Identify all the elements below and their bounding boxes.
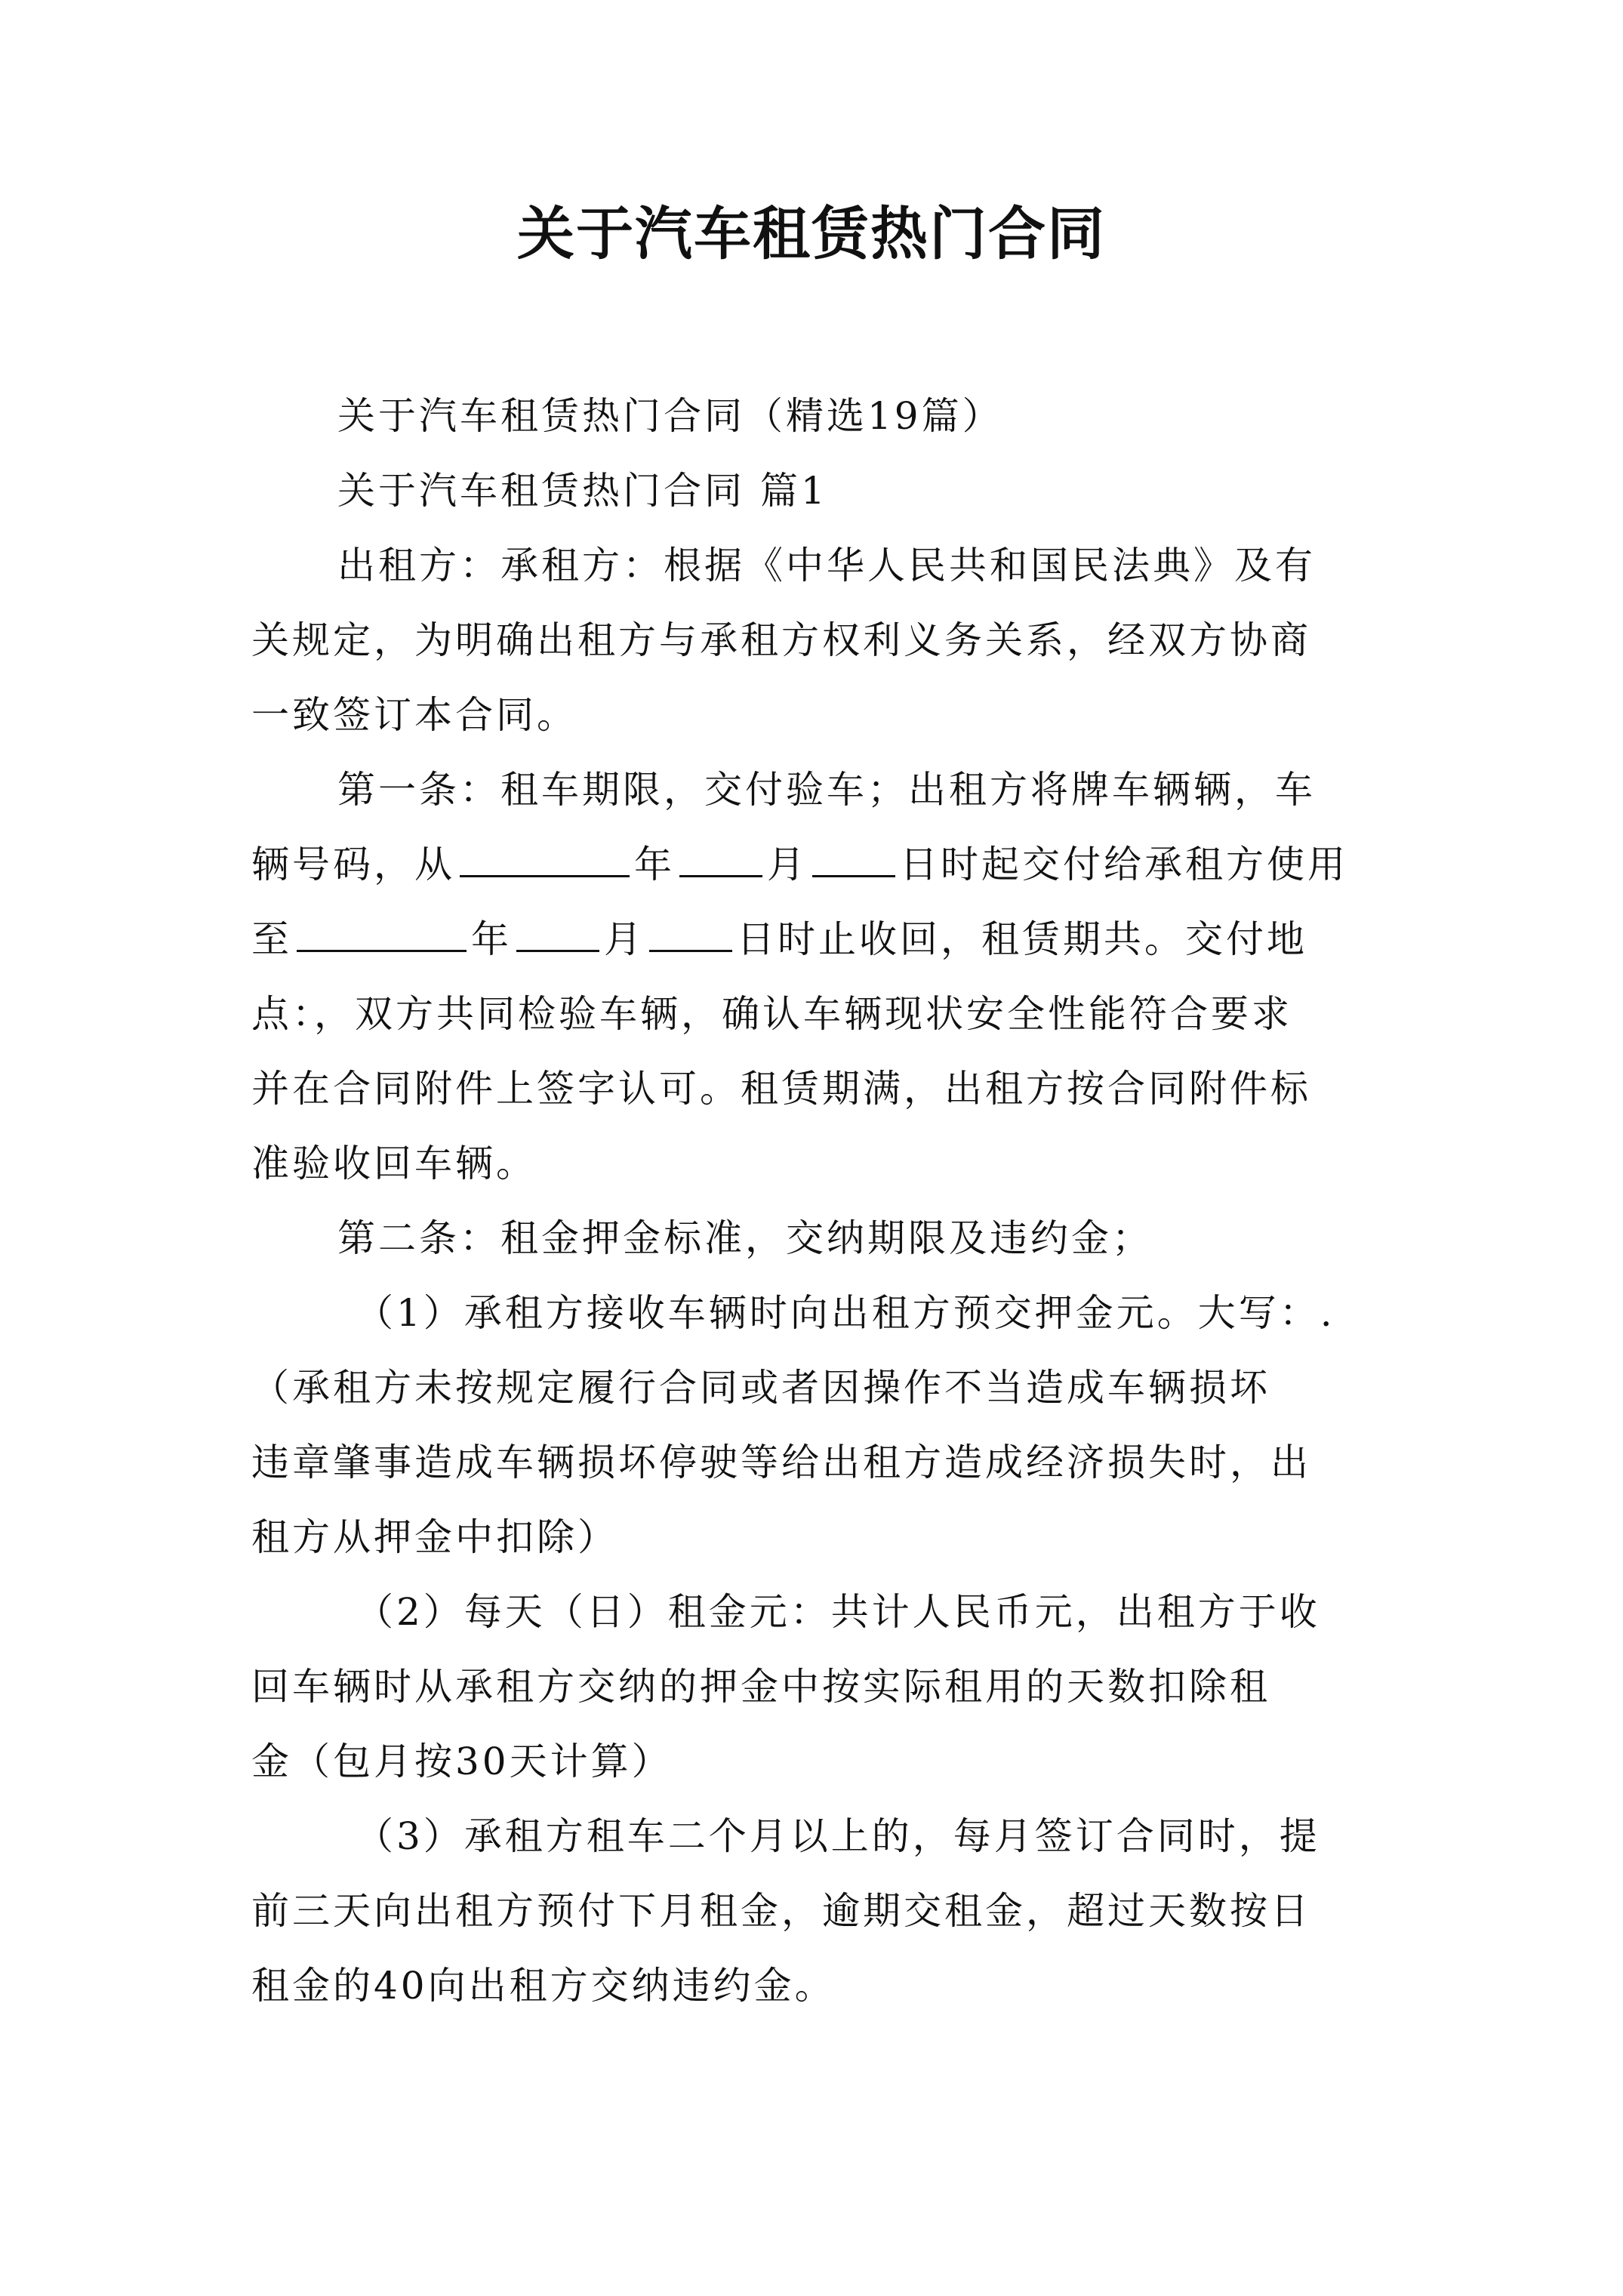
article-2-section	[251, 1201, 1391, 2023]
article2-heading: 第二条：租金押金标准，交纳期限及违约金；	[337, 1216, 1153, 1260]
article1-line-2-d: 日时起交付给承租方使用	[900, 843, 1348, 886]
year-blank-start	[460, 831, 630, 877]
item1-line-1: （1）承租方接收车辆时向出租方预交押金元。大写：.	[356, 1291, 1335, 1335]
article1-line-2-c: 月	[767, 843, 808, 886]
month-blank-end	[516, 906, 599, 952]
item2-line-1: （2）每天（日）租金元：共计人民币元，出租方于收	[356, 1590, 1320, 1634]
article1-line-2-a: 辆号码，从	[251, 843, 455, 886]
intro-line-3: 一致签订本合同。	[251, 693, 577, 737]
article1-line-2	[251, 827, 1391, 902]
intro-line-2: 关规定，为明确出租方与承租方权利义务关系，经双方协商	[251, 618, 1311, 662]
document-body	[251, 379, 1391, 2023]
article1-line-3-c: 月	[604, 917, 645, 961]
article1-line-2-b: 年	[634, 843, 675, 886]
article1-line-6: 准验收回车辆。	[251, 1142, 537, 1185]
article1-line-3	[251, 902, 1391, 977]
article1-line-3-d: 日时止收回，租赁期共。交付地	[737, 917, 1307, 961]
day-blank-end	[649, 906, 732, 952]
item1-line-2: （承租方未按规定履行合同或者因操作不当造成车辆损坏	[251, 1366, 1270, 1410]
section-heading: 关于汽车租赁热门合同 篇1	[337, 469, 828, 513]
article1-line-3-a: 至	[251, 917, 292, 961]
article1-line-4: 点：，双方共同检验车辆，确认车辆现状安全性能符合要求	[251, 992, 1292, 1036]
item2-line-2: 回车辆时从承租方交纳的押金中按实际租用的天数扣除租	[251, 1665, 1270, 1709]
intro-line-1: 出租方：承租方：根据《中华人民共和国民法典》及有	[337, 544, 1316, 587]
document-title: 关于汽车租赁热门合同	[517, 200, 1106, 267]
subtitle-line: 关于汽车租赁热门合同（精选19篇）	[337, 394, 1003, 438]
article-1-paragraph	[251, 753, 1391, 1201]
intro-paragraph	[251, 529, 1391, 753]
item1-line-4: 租方从押金中扣除）	[251, 1515, 618, 1559]
day-blank-start	[812, 831, 895, 877]
item3-line-1: （3）承租方租车二个月以上的，每月签订合同时，提	[356, 1814, 1320, 1858]
month-blank-start	[679, 831, 762, 877]
year-blank-end	[297, 906, 467, 952]
article1-line-1: 第一条：租车期限，交付验车；出租方将牌车辆辆，车	[337, 768, 1316, 812]
article1-line-3-b: 年	[471, 917, 512, 961]
item3-line-3: 租金的40向出租方交纳违约金。	[251, 1964, 836, 2008]
item1-line-3: 违章肇事造成车辆损坏停驶等给出租方造成经济损失时，出	[251, 1441, 1311, 1484]
item2-line-3: 金（包月按30天计算）	[251, 1740, 673, 1783]
item3-line-2: 前三天向出租方预付下月租金，逾期交租金，超过天数按日	[251, 1889, 1311, 1933]
article1-line-5: 并在合同附件上签字认可。租赁期满，出租方按合同附件标	[251, 1067, 1311, 1111]
